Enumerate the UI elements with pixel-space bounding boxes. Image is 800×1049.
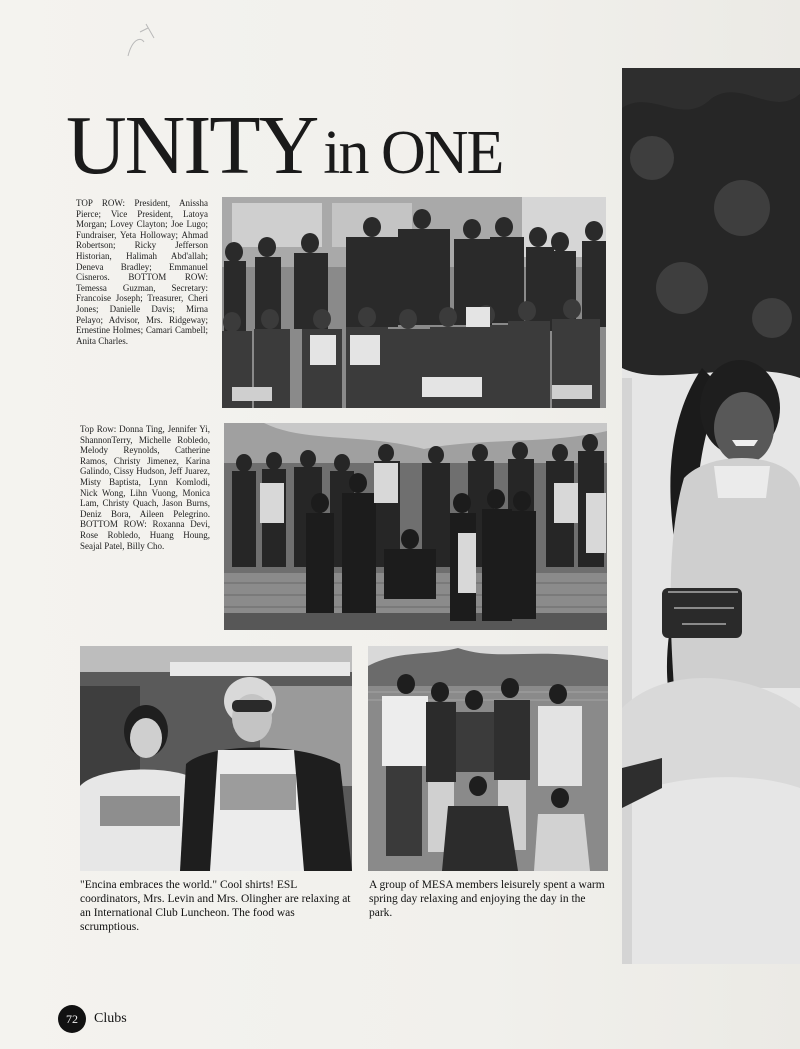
photo-club-group-1	[222, 197, 606, 408]
photo-esl-coordinators	[80, 646, 352, 871]
caption-esl-photo: "Encina embraces the world." Cool shirts! ESL coordinators, Mrs. Levin and Mrs. Olingher are relaxing at an International Club Luncheon. The food was scrumptious.	[80, 879, 351, 933]
page-title	[66, 99, 503, 192]
page-number-badge	[58, 1005, 86, 1033]
caption-club-members: Top Row: Donna Ting, Jennifer Yi, ShannonTerry, Michelle Robledo, Melody Reynolds, Catherine Ramos, Christy Jimenez, Karina Galindo, Cissy Hudson, Jeff Juarez, Misty Baptista, Lynn Komlodi, Nick Wong, Lihn Vuong, Monica Lam, Christy Quach, Jason Burns, Deniz Bora, Aileen Pelegrino. BOTTOM ROW: Roxanna Devi, Rose Robledo, Huang Houng, Seajal Patel, Billy Cho.	[80, 424, 210, 551]
photo-club-group-2	[224, 423, 607, 630]
page-folio	[58, 1005, 127, 1033]
caption-club-officers: TOP ROW: President, Anissha Pierce; Vice President, Latoya Morgan; Lovey Clayton; Joe Lugo; Fundraiser, Yeta Holloway; Ahmad Robertson; Ricky Jefferson Historian, Halimah Abd'allah; Deneva Bradley; Emmanuel Cisneros. BOTTOM ROW: Temessa Guzman, Secretary: Francoise Joseph; Treasurer, Cheri Jones; Danielle Davis; Mirna Pelayo; Advisor, Mrs. Ridgeway; Ernestine Holmes; Camari Cambell; Anita Charles.	[76, 198, 208, 346]
title-word-unity: UNITY	[66, 99, 318, 192]
title-word-in-one: in ONE	[323, 119, 503, 187]
photo-student-in-snow	[622, 68, 800, 964]
page-number: 72	[66, 1011, 78, 1026]
pencil-mark	[118, 18, 168, 68]
section-label: Clubs	[94, 1011, 127, 1026]
caption-mesa-photo: A group of MESA members leisurely spent a warm spring day relaxing and enjoying the day in the park.	[369, 879, 605, 919]
photo-mesa-members	[368, 646, 608, 871]
